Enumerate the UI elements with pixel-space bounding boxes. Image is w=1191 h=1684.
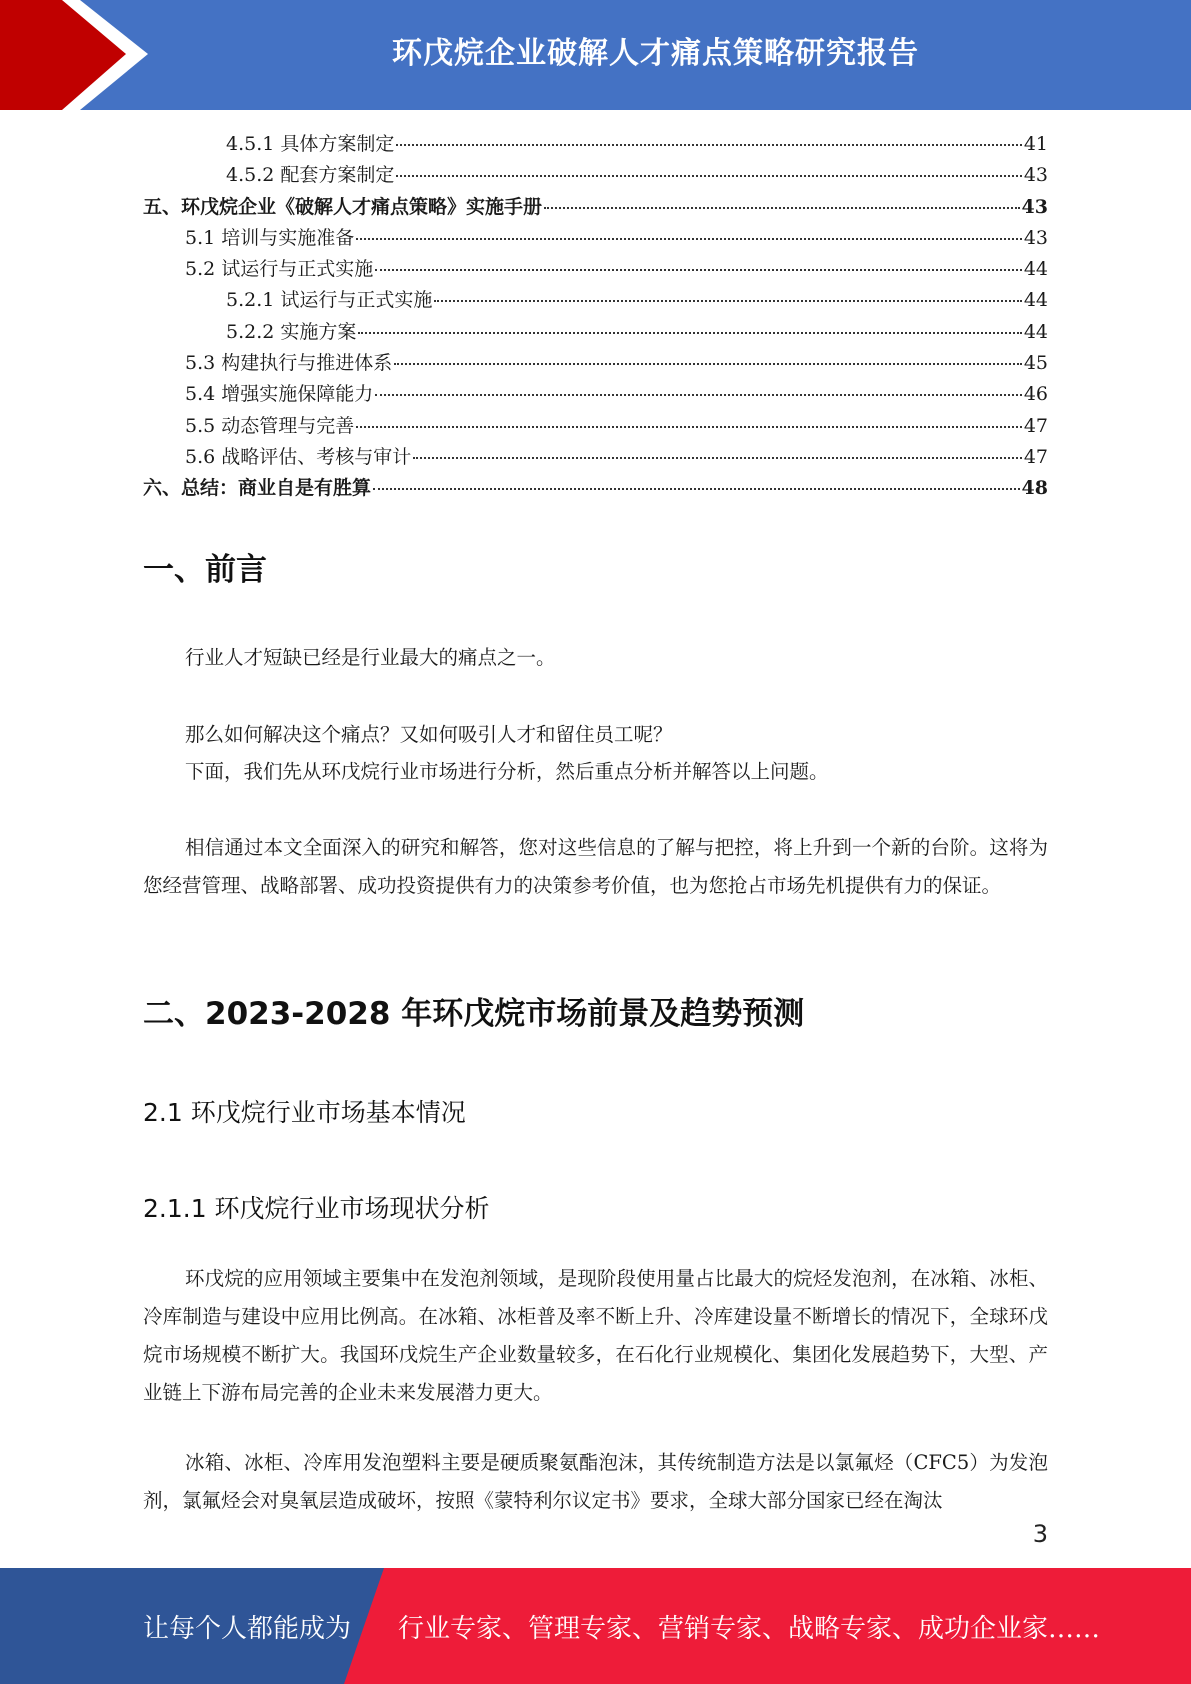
toc-entry-label: 五、环戊烷企业《破解人才痛点策略》实施手册: [143, 195, 543, 218]
paragraph: 行业人才短缺已经是行业最大的痛点之一。: [185, 646, 556, 669]
toc-entry-label: 5.6 战略评估、考核与审计: [185, 445, 412, 468]
paragraph: 那么如何解决这个痛点？又如何吸引人才和留住员工呢？: [185, 723, 673, 746]
toc-entry-page: 43: [1021, 195, 1048, 218]
toc-entry[interactable]: [143, 254, 1048, 285]
paragraph: 下面，我们先从环戊烷行业市场进行分析，然后重点分析并解答以上问题。: [185, 760, 829, 783]
toc-leader-dots: [434, 300, 1021, 302]
toc-entry-page: 43: [1023, 226, 1048, 249]
toc-entry[interactable]: [143, 411, 1048, 442]
toc-entry[interactable]: [143, 473, 1048, 504]
toc-entry[interactable]: [143, 317, 1048, 348]
subsection-heading: 2.1 环戊烷行业市场基本情况: [143, 1098, 466, 1127]
toc-entry-page: 43: [1023, 164, 1048, 187]
footer-slogan-left: 让每个人都能成为: [143, 1613, 352, 1644]
page-number: 3: [1032, 1520, 1048, 1548]
toc-entry[interactable]: [143, 442, 1048, 473]
toc-entry-label: 5.4 增强实施保障能力: [185, 383, 374, 406]
toc-leader-dots: [356, 238, 1022, 240]
toc-leader-dots: [375, 394, 1022, 396]
toc-entry-page: 46: [1023, 383, 1048, 406]
toc-entry-page: 47: [1023, 445, 1048, 468]
toc-entry-page: 44: [1023, 258, 1048, 281]
toc-entry-label: 4.5.2 配套方案制定: [226, 164, 395, 187]
toc-leader-dots: [375, 269, 1022, 271]
toc-leader-dots: [396, 175, 1021, 177]
page-footer: [0, 1568, 1191, 1684]
toc-entry-label: 5.2.1 试运行与正式实施: [226, 289, 433, 312]
toc-entry-page: 45: [1023, 352, 1048, 375]
page-header: [0, 0, 1191, 110]
toc-entry[interactable]: [143, 223, 1048, 254]
toc-entry-page: 44: [1023, 289, 1048, 312]
toc-entry[interactable]: [143, 379, 1048, 410]
toc-leader-dots: [358, 332, 1021, 334]
toc-entry-label: 5.1 培训与实施准备: [185, 226, 355, 249]
paragraph: 冰箱、冰柜、冷库用发泡塑料主要是硬质聚氨酯泡沫，其传统制造方法是以氯氟烃（CFC5）为发泡剂，氯氟烃会对臭氧层造成破坏，按照《蒙特利尔议定书》要求，全球大部分国家已经在淘汰: [143, 1451, 1048, 1512]
toc-leader-dots: [373, 488, 1020, 490]
footer-slogan-right: 行业专家、管理专家、营销专家、战略专家、成功企业家……: [398, 1613, 1101, 1644]
toc-leader-dots: [356, 426, 1022, 428]
toc-entry-label: 5.5 动态管理与完善: [185, 414, 355, 437]
toc-entry[interactable]: [143, 285, 1048, 316]
toc-entry-label: 5.2.2 实施方案: [226, 320, 357, 343]
toc-entry[interactable]: [143, 160, 1048, 191]
toc-entry-label: 六、总结：商业自是有胜算: [143, 477, 372, 500]
paragraph: 相信通过本文全面深入的研究和解答，您对这些信息的了解与把控，将上升到一个新的台阶。这将为您经营管理、战略部署、成功投资提供有力的决策参考价值，也为您抢占市场先机提供有力的保证。: [143, 836, 1048, 897]
toc-leader-dots: [394, 363, 1022, 365]
toc-entry[interactable]: [143, 129, 1048, 160]
toc-entry-label: 5.2 试运行与正式实施: [185, 258, 374, 281]
toc-entry-page: 47: [1023, 414, 1048, 437]
toc-entry-label: 5.3 构建执行与推进体系: [185, 352, 393, 375]
toc-entry[interactable]: [143, 348, 1048, 379]
toc-entry[interactable]: [143, 192, 1048, 223]
toc-entry-page: 44: [1023, 320, 1048, 343]
subsubsection-heading: 2.1.1 环戊烷行业市场现状分析: [143, 1194, 490, 1223]
toc-entry-page: 48: [1021, 477, 1048, 500]
toc-leader-dots: [544, 207, 1020, 209]
toc-leader-dots: [413, 457, 1022, 459]
header-title: 环戊烷企业破解人才痛点策略研究报告: [392, 36, 919, 71]
section-heading-preface: 一、前言: [143, 552, 267, 588]
toc-leader-dots: [396, 144, 1021, 146]
toc-entry-label: 4.5.1 具体方案制定: [226, 133, 395, 155]
table-of-contents: [143, 129, 1048, 505]
paragraph: 环戊烷的应用领域主要集中在发泡剂领域，是现阶段使用量占比最大的烷烃发泡剂，在冰箱、冰柜、冷库制造与建设中应用比例高。在冰箱、冰柜普及率不断上升、冷库建设量不断增长的情况下，全球环戊烷市场规模不断扩大。我国环戊烷生产企业数量较多，在石化行业规模化、集团化发展趋势下，大型、产业链上下游布局完善的企业未来发展潜力更大。: [143, 1267, 1048, 1404]
section-heading-market-forecast: 二、2023-2028 年环戊烷市场前景及趋势预测: [143, 996, 805, 1032]
toc-entry-page: 41: [1023, 133, 1048, 155]
